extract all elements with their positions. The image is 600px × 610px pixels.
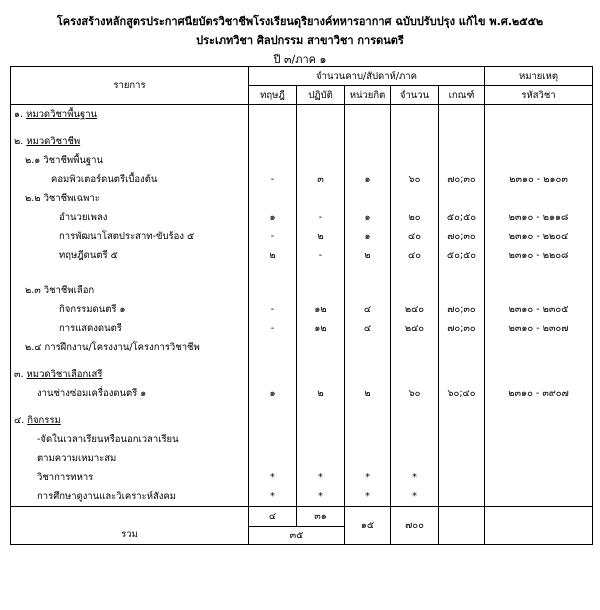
spacer-cell — [391, 265, 439, 273]
credit-cell — [345, 132, 391, 151]
practice-cell — [297, 281, 345, 300]
code-cell — [485, 132, 593, 151]
theory-cell: * — [249, 487, 297, 507]
spacer-cell — [11, 124, 249, 132]
credit-cell: ๔ — [345, 300, 391, 319]
item-cell — [11, 105, 249, 125]
credit-cell: ๒ — [345, 246, 391, 265]
code-cell — [485, 449, 593, 468]
practice-cell — [297, 430, 345, 449]
theory-cell: ๑ — [249, 208, 297, 227]
count-cell — [391, 430, 439, 449]
spacer-cell — [485, 357, 593, 365]
section-title: หมวดวิชาเลือกเสรี — [26, 369, 103, 380]
table-row — [11, 208, 593, 227]
section-title: หมวดวิชาพื้นฐาน — [26, 109, 98, 120]
item-cell: ตามความเหมาะสม — [11, 449, 249, 468]
spacer-cell — [297, 265, 345, 273]
credit-cell — [345, 365, 391, 384]
practice-cell: - — [297, 246, 345, 265]
count-cell — [391, 189, 439, 208]
practice-cell: * — [297, 468, 345, 487]
total-code-empty — [485, 507, 593, 545]
spacer-cell — [345, 124, 391, 132]
spacer-cell — [439, 265, 485, 273]
count-cell — [391, 365, 439, 384]
header-practice: ปฏิบัติ — [297, 86, 345, 105]
spacer-cell — [439, 124, 485, 132]
credit-cell — [345, 449, 391, 468]
total-criteria-empty — [439, 507, 485, 545]
table-row — [11, 338, 593, 357]
document-title: โครงสร้างหลักสูตรประกาศนียบัตรวิชาชีพโรงเรียนดุริยางค์ทหารอากาศ ฉบับปรับปรุง แก้ไข พ.ศ.๒๕๕๒ — [56, 15, 544, 28]
code-cell: ๒๓๑๐ - ๒๒๐๔ — [485, 227, 593, 246]
practice-cell — [297, 189, 345, 208]
spacer-cell — [297, 403, 345, 411]
section-title: กิจกรรม — [27, 415, 61, 426]
total-practice: ๓๑ — [297, 507, 345, 527]
spacer-cell — [249, 357, 297, 365]
code-cell: ๒๓๑๐ - ๒๑๑๘ — [485, 208, 593, 227]
credit-cell: * — [345, 487, 391, 507]
spacer-cell — [391, 357, 439, 365]
spacer-cell — [485, 265, 593, 273]
header-code: รหัสวิชา — [485, 86, 593, 105]
credit-cell: ๒ — [345, 384, 391, 403]
practice-cell: ๒ — [297, 384, 345, 403]
practice-cell — [297, 365, 345, 384]
spacer-cell — [439, 357, 485, 365]
spacer-cell — [297, 124, 345, 132]
total-count: ๗๐๐ — [391, 507, 439, 545]
spacer-cell — [345, 273, 391, 281]
count-cell — [391, 105, 439, 125]
section-number: ๔. — [14, 415, 28, 426]
theory-cell — [249, 132, 297, 151]
theory-cell: - — [249, 227, 297, 246]
spacer-cell — [485, 273, 593, 281]
practice-cell: * — [297, 487, 345, 507]
credit-cell: * — [345, 468, 391, 487]
criteria-cell — [439, 365, 485, 384]
code-cell — [485, 189, 593, 208]
item-cell: ๒.๑ วิชาชีพพื้นฐาน — [11, 151, 249, 170]
practice-cell: ๒ — [297, 227, 345, 246]
code-cell — [485, 411, 593, 430]
code-cell — [485, 105, 593, 125]
table-row — [11, 487, 593, 507]
header-note: หมายเหตุ — [485, 67, 593, 86]
table-row — [11, 170, 593, 189]
theory-cell — [249, 430, 297, 449]
total-periods: ๓๕ — [249, 527, 345, 545]
practice-cell: ๓ — [297, 170, 345, 189]
item-cell: การพัฒนาโสตประสาท-ขับร้อง ๕ — [11, 227, 249, 246]
count-cell: ๒๔๐ — [391, 300, 439, 319]
count-cell: * — [391, 487, 439, 507]
spacer-cell — [249, 403, 297, 411]
header-hours-group: จำนวนคาบ/สัปดาห์/ภาค — [249, 67, 485, 86]
spacer-row — [11, 265, 593, 273]
table-row — [11, 319, 593, 338]
practice-cell — [297, 411, 345, 430]
spacer-cell — [249, 265, 297, 273]
spacer-cell — [391, 273, 439, 281]
table-row — [11, 468, 593, 487]
table-row — [11, 300, 593, 319]
header-theory: ทฤษฎี — [249, 86, 297, 105]
code-cell — [485, 430, 593, 449]
table-body — [11, 105, 593, 507]
count-cell: * — [391, 468, 439, 487]
criteria-cell: ๖๐;๔๐ — [439, 384, 485, 403]
theory-cell — [249, 338, 297, 357]
practice-cell: ๑๒ — [297, 319, 345, 338]
criteria-cell — [439, 281, 485, 300]
criteria-cell: ๗๐;๓๐ — [439, 227, 485, 246]
theory-cell: - — [249, 319, 297, 338]
item-cell — [11, 411, 249, 430]
spacer-cell — [439, 273, 485, 281]
theory-cell: * — [249, 468, 297, 487]
table-row — [11, 105, 593, 125]
credit-cell — [345, 151, 391, 170]
curriculum-table — [10, 66, 593, 545]
criteria-cell: ๗๐;๓๐ — [439, 300, 485, 319]
header-credit: หน่วยกิต — [345, 86, 391, 105]
code-cell: ๒๓๑๐ - ๒๓๐๕ — [485, 300, 593, 319]
count-cell: ๒๔๐ — [391, 319, 439, 338]
code-cell: ๒๓๑๐ - ๒๒๐๘ — [485, 246, 593, 265]
theory-cell — [249, 281, 297, 300]
credit-cell: ๑ — [345, 170, 391, 189]
spacer-cell — [297, 273, 345, 281]
spacer-row — [11, 403, 593, 411]
spacer-cell — [11, 265, 249, 273]
table-row — [11, 189, 593, 208]
item-cell: ๒.๔ การฝึกงาน/โครงงาน/โครงการวิชาชีพ — [11, 338, 249, 357]
criteria-cell — [439, 430, 485, 449]
total-theory: ๔ — [249, 507, 297, 527]
code-cell — [485, 468, 593, 487]
table-row — [11, 365, 593, 384]
theory-cell — [249, 189, 297, 208]
count-cell — [391, 281, 439, 300]
theory-cell — [249, 365, 297, 384]
item-cell: วิชาการทหาร — [11, 468, 249, 487]
count-cell — [391, 338, 439, 357]
theory-cell: - — [249, 300, 297, 319]
spacer-row — [11, 273, 593, 281]
section-number: ๑. — [14, 109, 27, 120]
table-row — [11, 384, 593, 403]
criteria-cell: ๗๐;๓๐ — [439, 319, 485, 338]
table-row — [11, 132, 593, 151]
item-cell: งานช่างซ่อมเครื่องดนตรี ๑ — [11, 384, 249, 403]
item-cell: -จัดในเวลาเรียนหรือนอกเวลาเรียน — [11, 430, 249, 449]
theory-cell: ๒ — [249, 246, 297, 265]
total-label: รวม — [11, 507, 249, 545]
spacer-cell — [249, 273, 297, 281]
code-cell: ๒๓๑๐ - ๒๑๐๓ — [485, 170, 593, 189]
table-row — [11, 227, 593, 246]
criteria-cell — [439, 449, 485, 468]
theory-cell — [249, 411, 297, 430]
theory-cell — [249, 105, 297, 125]
criteria-cell — [439, 338, 485, 357]
header-criteria: เกณฑ์ — [439, 86, 485, 105]
practice-cell — [297, 449, 345, 468]
count-cell — [391, 411, 439, 430]
spacer-cell — [345, 357, 391, 365]
credit-cell — [345, 338, 391, 357]
spacer-row — [11, 357, 593, 365]
count-cell: ๔๐ — [391, 227, 439, 246]
code-cell — [485, 365, 593, 384]
spacer-cell — [249, 124, 297, 132]
credit-cell — [345, 430, 391, 449]
spacer-cell — [11, 357, 249, 365]
spacer-cell — [11, 403, 249, 411]
total-credit: ๑๕ — [345, 507, 391, 545]
criteria-cell — [439, 132, 485, 151]
spacer-row — [11, 124, 593, 132]
criteria-cell — [439, 189, 485, 208]
document-subtitle: ประเภทวิชา ศิลปกรรม สาขาวิชา การดนตรี — [196, 34, 404, 47]
spacer-cell — [297, 357, 345, 365]
table-row — [11, 281, 593, 300]
item-cell: การแสดงดนตรี — [11, 319, 249, 338]
item-cell: ๒.๒ วิชาชีพเฉพาะ — [11, 189, 249, 208]
count-cell — [391, 449, 439, 468]
header-count: จำนวน — [391, 86, 439, 105]
code-cell: ๒๓๑๐ - ๒๓๐๗ — [485, 319, 593, 338]
credit-cell: ๔ — [345, 319, 391, 338]
theory-cell: ๑ — [249, 384, 297, 403]
criteria-cell — [439, 151, 485, 170]
item-cell: อำนวยเพลง — [11, 208, 249, 227]
practice-cell — [297, 132, 345, 151]
table-row — [11, 411, 593, 430]
credit-cell — [345, 281, 391, 300]
table-total — [11, 507, 593, 545]
count-cell — [391, 132, 439, 151]
criteria-cell: ๕๐;๕๐ — [439, 246, 485, 265]
table-row — [11, 151, 593, 170]
item-cell: ทฤษฎีดนตรี ๕ — [11, 246, 249, 265]
spacer-cell — [485, 124, 593, 132]
count-cell: ๔๐ — [391, 246, 439, 265]
item-cell — [11, 365, 249, 384]
criteria-cell: ๕๐;๕๐ — [439, 208, 485, 227]
criteria-cell — [439, 487, 485, 507]
count-cell: ๖๐ — [391, 384, 439, 403]
item-cell — [11, 132, 249, 151]
table-row — [11, 246, 593, 265]
spacer-cell — [345, 403, 391, 411]
section-title: หมวดวิชาชีพ — [26, 136, 81, 147]
spacer-cell — [485, 403, 593, 411]
spacer-cell — [391, 403, 439, 411]
credit-cell — [345, 105, 391, 125]
item-cell: ๒.๓ วิชาชีพเลือก — [11, 281, 249, 300]
spacer-cell — [345, 265, 391, 273]
item-cell: การศึกษาดูงานและวิเคราะห์สังคม — [11, 487, 249, 507]
section-number: ๓. — [14, 369, 27, 380]
table-row — [11, 449, 593, 468]
item-cell: คอมพิวเตอร์ดนตรีเบื้องต้น — [11, 170, 249, 189]
code-cell: ๒๓๑๐ - ๓๙๐๗ — [485, 384, 593, 403]
section-number: ๒. — [14, 136, 27, 147]
spacer-cell — [391, 124, 439, 132]
code-cell — [485, 338, 593, 357]
code-cell — [485, 487, 593, 507]
code-cell — [485, 281, 593, 300]
credit-cell — [345, 411, 391, 430]
practice-cell: - — [297, 208, 345, 227]
credit-cell: ๑ — [345, 227, 391, 246]
header-item: รายการ — [11, 67, 249, 105]
practice-cell — [297, 338, 345, 357]
criteria-cell — [439, 468, 485, 487]
item-cell: กิจกรรมดนตรี ๑ — [11, 300, 249, 319]
theory-cell: - — [249, 170, 297, 189]
theory-cell — [249, 449, 297, 468]
year-semester: ปี ๓/ภาค ๑ — [273, 53, 327, 66]
criteria-cell — [439, 411, 485, 430]
spacer-cell — [11, 273, 249, 281]
spacer-cell — [439, 403, 485, 411]
count-cell: ๖๐ — [391, 170, 439, 189]
count-cell — [391, 151, 439, 170]
practice-cell — [297, 151, 345, 170]
table-row — [11, 430, 593, 449]
theory-cell — [249, 151, 297, 170]
criteria-cell — [439, 105, 485, 125]
credit-cell — [345, 189, 391, 208]
practice-cell: ๑๒ — [297, 300, 345, 319]
code-cell — [485, 151, 593, 170]
criteria-cell: ๗๐;๓๐ — [439, 170, 485, 189]
count-cell: ๒๐ — [391, 208, 439, 227]
practice-cell — [297, 105, 345, 125]
credit-cell: ๑ — [345, 208, 391, 227]
